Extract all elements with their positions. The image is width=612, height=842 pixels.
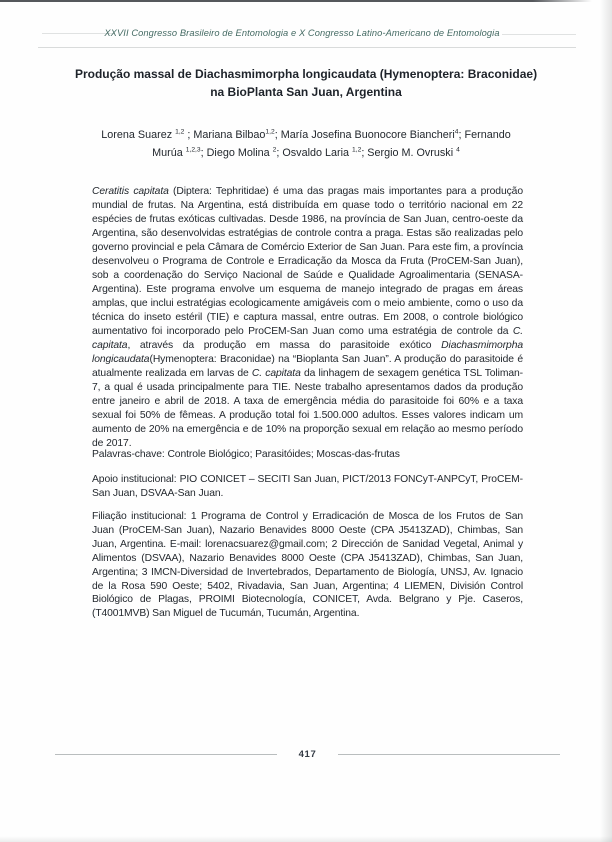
authors-line2: Murúa $^{1,2,3}$; Diego Molina $^2$; Osvaldo Laria $^{1,2}$; Sergio M. Ovruski $^4$ (152, 145, 460, 159)
paper-title-line1: Produção massal de Diachasmimorpha longicaudata (Hymenoptera: Braconidae) (74, 67, 538, 81)
footer-rule-left (55, 754, 277, 755)
keywords-line: Palavras-chave: Controle Biológico; Parasitóides; Moscas-das-frutas (92, 449, 400, 460)
scan-edge-bottom (0, 836, 612, 842)
footer-rule-right (338, 754, 560, 755)
page-number: 417 (298, 749, 317, 760)
authors-block (60, 127, 552, 162)
header-divider (38, 47, 576, 48)
abstract-text: Ceratitis capitata (Diptera: Tephritidae) é uma das pragas mais importantes para a produção mundial de frutas. Na Argentina, está distribuída em quase todo o território nacional em 22 espécies de frutas exóticas cultivadas. Desde 1986, na província de San Juan, centro-oeste da Argentina, são desenvolvidas estratégias de controle contra a praga. Estas são realizadas pelo governo provincial e pela Câmara de Comércio Exterior de San Juan. Para este fim, a província desenvolveu o Programa de Controle e Erradicação da Mosca da Fruta (ProCEM-San Juan), sob a coordenação do Serviço Nacional de Saúde e Qualidade Agroalimentaria (SENASA-Argentina). Este programa envolve um esquema de manejo integrado de pragas em áreas amplas, que inclui estratégias ecologicamente amigáveis com o meio ambiente, como o uso da técnica do inseto estéril (TIE) e captura massal, entre outras. Em 2008, o controle biológico aumentativo foi incorporado pelo ProCEM-San Juan como uma estratégia de controle da C. capitata, através da produção em massa do parasitoide exótico Diachasmimorpha longicaudata(Hymenoptera: Braconidae) na “Bioplanta San Juan”. A produção do parasitoide é atualmente realizada em larvas de C. capitata da linhagem de sexagem genética TSL Toliman-7, a qual é usada principalmente para TIE. Neste trabalho apresentamos dados da produção entre janeiro e abril de 2018. A taxa de emergência média do parasitoide foi 60% e a taxa sexual foi 50% de fêmeas. A produção total foi 1.500.000 adultos. Esses valores indicam um aumento de 20% na emergência e de 10% na proporção sexual em relação ao mesmo período de 2017. (92, 186, 523, 449)
paper-title (40, 66, 572, 101)
institutional-affiliations: Filiação institucional: 1 Programa de Control y Erradicación de Mosca de los Frutos de San Juan (ProCEM-San Juan), Nazario Benavides 8000 Oeste (CPA J5413ZAD), Chimbas, San Juan, Argentina. E-mail: lorenacsuarez@gmail.com; 2 Dirección de Sanidad Vegetal, Animal y Alimentos (DSVAA), Nazario Benavides 8000 Oeste (CPA J5413ZAD), Chimbas, San Juan, Argentina; 3 IMCN-Diversidad de Invertebrados, Departamento de Biología, UNSJ, Av. Ignacio de la Rosa 590 Oeste; 5402, Rivadavia, San Juan, Argentina; 4 LIEMEN, División Control Biológico de Plagas, PROIMI Biotecnología, CONICET, Avda. Belgrano y Pje. Caseros, (T4001MVB) San Miguel de Tucumán, Tucumán, Argentina. (92, 511, 523, 620)
paper-title-line2: na BioPlanta San Juan, Argentina (210, 84, 402, 99)
institutional-support: Apoio institucional: PIO CONICET – SECITI San Juan, PICT/2013 FONCyT-ANPCyT, ProCEM-San Juan, DSVAA-San Juan. (92, 474, 523, 499)
page-footer (55, 749, 560, 760)
authors-line1: Lorena Suarez $^{1,2}$ ; Mariana Bilbao$^{1,2}$; María Josefina Buonocore Biancheri$^4$; Fernando (101, 128, 511, 141)
scan-edge-right (600, 0, 612, 842)
congress-header: XXVII Congresso Brasileiro de Entomologia e X Congresso Latino-Americano de Entomologia (104, 28, 500, 38)
scan-edge-top (0, 0, 592, 2)
